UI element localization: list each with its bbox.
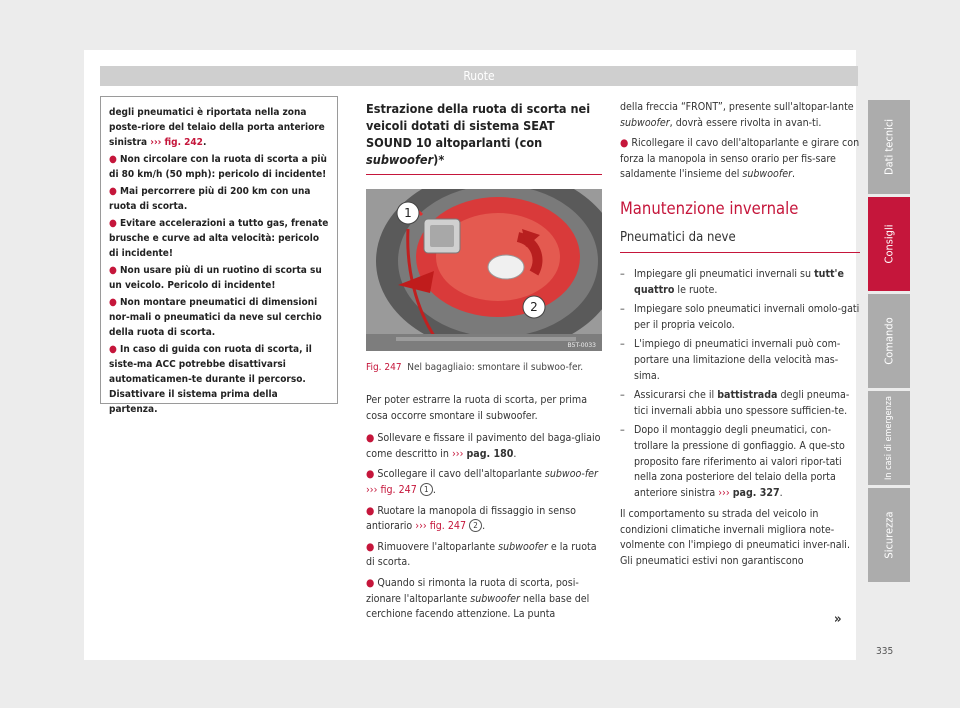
dash-marker: – [620, 424, 625, 437]
dash-item: – L'impiego di pneumatici invernali può com-portare una limitazione della velocità mas-sima. [620, 337, 860, 384]
step-item: ● Scollegare il cavo dell'altoparlante subwoo-fer ››› fig. 247 1 . [366, 468, 598, 496]
step-item: ● Quando si rimonta la ruota di scorta, posi-zionare l'altoparlante subwoofer nella base del cerchione facendo attenzione. La punta [366, 576, 590, 621]
bullet-icon: ● [109, 297, 117, 308]
paragraph: della freccia “FRONT”, presente sull'altopar-lante subwoofer, dovrà essere rivolta in avan-ti. [620, 101, 854, 129]
page-ref-link[interactable]: pag. 180 [466, 447, 514, 460]
warning-item: ● Evitare accelerazioni a tutto gas, frenate brusche e curve ad alta velocità: pericolo di incidente! [109, 218, 329, 259]
ref-arrows: ››› [718, 486, 730, 499]
section-title: Estrazione della ruota di scorta nei veicoli dotati di sistema SEAT SOUND 10 altoparlanti (con subwoofer)* [366, 101, 591, 167]
bullet-icon: ● [366, 468, 375, 481]
step-item: ● Ruotare la manopola di fissaggio in senso antiorario ››› fig. 247 2 . [366, 504, 576, 533]
bullet-icon: ● [366, 576, 375, 589]
dash-item: – Impiegare gli pneumatici invernali su tutt'e quattro le ruote. [620, 267, 860, 298]
dash-marker: – [620, 267, 625, 280]
page-ref-link[interactable]: pag. 327 [732, 486, 780, 499]
tab-in-casi-di-emergenza[interactable]: In casi di emergenza [868, 391, 910, 485]
bullet-icon: ● [109, 218, 117, 229]
bullet-icon: ● [366, 504, 375, 517]
dash-item: – Dopo il montaggio degli pneumatici, con-trollare la pressione di gonfiaggio. A que-sto proposito fare riferimento ai valori ripor-tati nella zona posteriore del telaio della porta anteriore sinistra ››› pag. 327. [620, 423, 860, 501]
section-heading: Manutenzione invernale [620, 198, 799, 218]
warning-item: ● Non circolare con la ruota di scorta a più di 80 km/h (50 mph): pericolo di incidente! [109, 154, 327, 180]
intro-paragraph: Per poter estrarre la ruota di scorta, per prima cosa occorre smontare il subwoofer. [366, 394, 588, 422]
continue-icon: » [834, 612, 842, 627]
bullet-icon: ● [109, 154, 117, 165]
step-item: ● Rimuovere l'altoparlante subwoofer e la ruota di scorta. [366, 540, 597, 569]
fig-ref-link[interactable]: fig. 247 [380, 483, 417, 496]
dash-marker: – [620, 389, 625, 402]
warning-box [100, 96, 338, 415]
warning-item: ● Non usare più di un ruotino di scorta su un veicolo. Pericolo di incidente! [109, 265, 322, 291]
subwoofer-illustration [366, 189, 602, 351]
bullet-icon: ● [366, 432, 375, 445]
ref-arrows: ››› [415, 520, 427, 533]
middle-column [366, 100, 602, 628]
dash-item: – Impiegare solo pneumatici invernali omolo-gati per il propria veicolo. [620, 302, 860, 333]
bullet-icon: ● [109, 344, 117, 355]
bullet-icon: ● [620, 137, 629, 150]
tab-sicurezza[interactable]: Sicurezza [868, 488, 910, 582]
callout-number: 1 [420, 483, 433, 496]
ref-arrows: ››› [366, 483, 378, 496]
warning-intro: degli pneumatici è riportata nella zona poste-riore del telaio della porta anteriore sinistra ››› fig. 242. [109, 107, 325, 148]
warning-item: ● Mai percorrere più di 200 km con una ruota di scorta. [109, 186, 311, 212]
page-number: 335 [876, 646, 894, 657]
fig-ref-link[interactable]: fig. 242 [164, 137, 203, 148]
procedure-text [366, 393, 602, 623]
warning-item: ● In caso di guida con ruota di scorta, il siste-ma ACC potrebbe disattivarsi automaticamen-te durante il percorso. Disattivare il sistema prima della partenza. [109, 344, 312, 415]
tab-dati-tecnici[interactable]: Dati tecnici [868, 100, 910, 194]
warning-item: ● Non montare pneumatici di dimensioni nor-mali o pneumatici da neve sul cerchio della ruota di scorta. [109, 297, 322, 338]
figure-label: Fig. 247 [366, 362, 402, 373]
figure-code: B5T-0033 [567, 342, 596, 349]
tab-comando[interactable]: Comando [868, 294, 910, 388]
right-column [620, 100, 860, 575]
ref-arrows: ››› [150, 137, 162, 148]
fig-ref-link[interactable]: fig. 247 [429, 520, 467, 533]
figure-callout-1: 1 [404, 206, 412, 220]
ref-arrows: ››› [451, 447, 464, 460]
bullet-icon: ● [109, 265, 117, 276]
paragraph: Il comportamento su strada del veicolo in condizioni climatiche invernali migliora note-volmente con l'impiego di pneumatici inver-nali. Gli pneumatici estivi non garantiscono [620, 508, 850, 568]
running-header: Ruote [100, 66, 858, 86]
dash-marker: – [620, 303, 625, 316]
figure-caption: Fig. 247 Nel bagagliaio: smontare il subwoo-fer. [366, 362, 584, 373]
bullet-icon: ● [109, 186, 117, 197]
step-item: ● Sollevare e fissare il pavimento del baga-gliaio come descritto in ››› pag. 180. [366, 432, 601, 460]
subsection-heading: Pneumatici da neve [620, 229, 736, 245]
tab-consigli[interactable]: Consigli [868, 197, 910, 291]
figure-subwoofer [366, 189, 602, 351]
dash-marker: – [620, 338, 625, 351]
figure-callout-2: 2 [530, 300, 538, 314]
dash-item: – Assicurarsi che il battistrada degli pneuma-tici invernali abbia uno spessore sufficien-te. [620, 388, 860, 419]
bullet-icon: ● [366, 540, 375, 553]
subsection-rule [620, 252, 860, 253]
callout-number: 2 [469, 519, 482, 532]
title-rule [366, 174, 602, 175]
step-item: ● Ricollegare il cavo dell'altoparlante e girare con forza la manopola in senso orario per fis-sare saldamente l'insieme del subwoofer. [620, 137, 860, 181]
